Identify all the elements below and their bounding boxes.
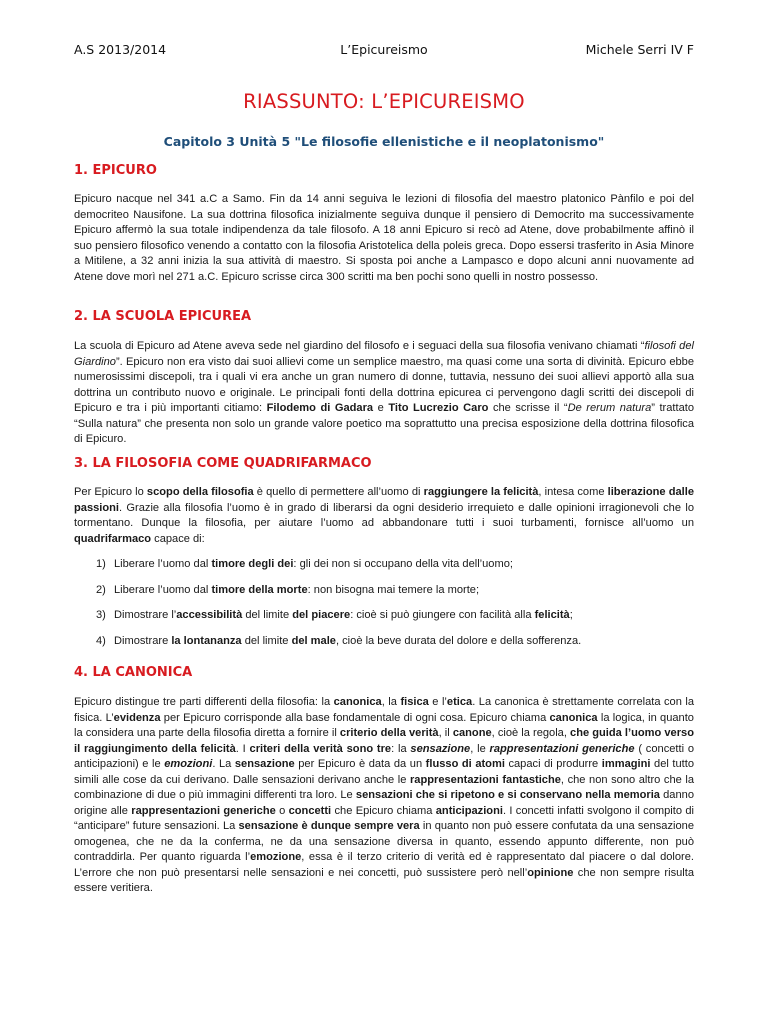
section-heading: 4. LA CANONICA [74,665,193,680]
page-header [74,42,694,57]
header-topic: L’Epicureismo [340,42,428,57]
section-paragraph: Per Epicuro lo scopo della filosofia è quello di permettere all’uomo di raggiungere la felicità, intesa come liberazione dalle passioni. Grazie alla filosofia l’uomo è in grado di liberarsi da ogni desiderio irrequieto e dalle opinioni irragionevoli che lo tormentano. Dunque la filosofia, per aiutare l’uomo ad abbandonare tutti i suoi turbamenti, fornisce all’uomo un quadrifarmaco capace di: [74,486,694,545]
quadrifarmaco-list [74,557,694,649]
section-paragraph: Epicuro distingue tre parti differenti della filosofia: la canonica, la fisica e l’etica. La canonica è strettamente correlata con la fisica. L’evidenza per Epicuro corrisponde alla base fondamentale di ogni cosa. Epicuro chiama canonica la logica, in quanto la considera una parte della filosofia diretta a fornire il criterio della verità, il canone, cioè la regola, che guida l’uomo verso il raggiungimento della felicità. I criteri della verità sono tre: la sensazione, le rappresentazioni generiche ( concetti o anticipazioni) e le emozioni. La sensazione per Epicuro è data da un flusso di atomi capaci di produrre immagini del tutto simili alle cose da cui derivano. Dalle sensazioni derivano anche le rappresentazioni fantastiche, che non sono altro che la combinazione di due o più immagini differenti tra loro. Le sensazioni che si ripetono e si conservano nella memoria danno origine alle rappresentazioni generiche o concetti che Epicuro chiama anticipazioni. I concetti infatti svolgono il compito di “anticipare” future sensazioni. La sensazione è dunque sempre vera in quanto non può essere confutata da una sensazione omogenea, che ne da la conferma, ne da una sensazione diversa in quanto, essendo appunto differente, non può contraddirla. Per quanto riguarda l’emozione, essa è il terzo criterio di verità ed è rappresentato dal piacere o dal dolore. L’errore che non può presentarsi nelle sensazioni e nei concetti, può sussistere però nell’opinione che non sempre risulta essere veritiera. [74,696,695,894]
section-heading: 3. LA FILOSOFIA COME QUADRIFARMACO [74,456,372,471]
section-paragraph: La scuola di Epicuro ad Atene aveva sede nel giardino del filosofo e i seguaci della sua filosofia venivano chiamati “filosofi del Giardino”. Epicuro non era visto dai suoi allievi come un semplice maestro, ma quasi come una sorta di divinità. Epicuro ebbe numerosissimi discepoli, tra i quali vi era anche un gran numero di donne, tuttavia, nessuno dei suoi allievi apportò alla sua dottrina un contributo nuovo e originale. Le principali fonti della dottrina epicurea ci pervengono dagli scritti dei discepoli di Epicuro e tra i più importanti citiamo: Filodemo di Gadara e Tito Lucrezio Caro che scrisse il “De rerum natura” trattato “Sulla natura” che presenta non solo un grande valore poetico ma soprattutto una precisa esposizione della dottrina filosofica di Epicuro. [74,340,695,445]
list-item: 1) Liberare l’uomo dal timore degli dei: gli dei non si occupano della vita dell’uomo; [96,558,513,570]
section-scuola-epicurea [74,309,694,448]
page-subtitle: Capitolo 3 Unità 5 "Le filosofie ellenistiche e il neoplatonismo" [163,134,605,149]
section-quadrifarmaco [74,456,694,649]
list-item: 4) Dimostrare la lontananza del limite del male, cioè la beve durata del dolore e della sofferenza. [96,634,582,647]
section-paragraph: Epicuro nacque nel 341 a.C a Samo. Fin da 14 anni seguiva le lezioni di filosofia del maestro platonico Pànfilo e poi del democriteo Nausifone. La sua dottrina filosofica inizialmente seguiva dunque il pensiero di Democrito ma successivamente Epicuro affermò la sua totale indipendenza da tale filosofo. A 18 anni Epicuro si recò ad Atene, dove probabilmente affinò il suo pensiero filosofico venendo a contatto con la filosofia Aristotelica della poleis greca. Dopo essersi trasferito in Asia Minore a Mitilene, a 32 anni inizia la sua attività di maestro. Si sposta poi anche a Lampasco e dopo alcuni anni nuovamente ad Atene dove morì nel 271 a.C. Epicuro scrisse circa 300 scritti ma ben pochi sono quelli in nostro possesso. [74,193,694,283]
section-canonica [74,665,694,897]
section-heading: 2. LA SCUOLA EPICUREA [74,309,252,324]
page-title: RIASSUNTO: L’EPICUREISMO [243,90,525,113]
author-class: Michele Serri IV F [585,42,694,57]
school-year: A.S 2013/2014 [74,42,167,57]
section-heading: 1. EPICURO [74,163,157,178]
list-item: 2) Liberare l’uomo dal timore della morte: non bisogna mai temere la morte; [96,583,480,596]
list-item: 3) Dimostrare l’accessibilità del limite del piacere: cioè si può giungere con facilità alla felicità; [96,609,573,621]
section-epicuro [74,163,694,285]
